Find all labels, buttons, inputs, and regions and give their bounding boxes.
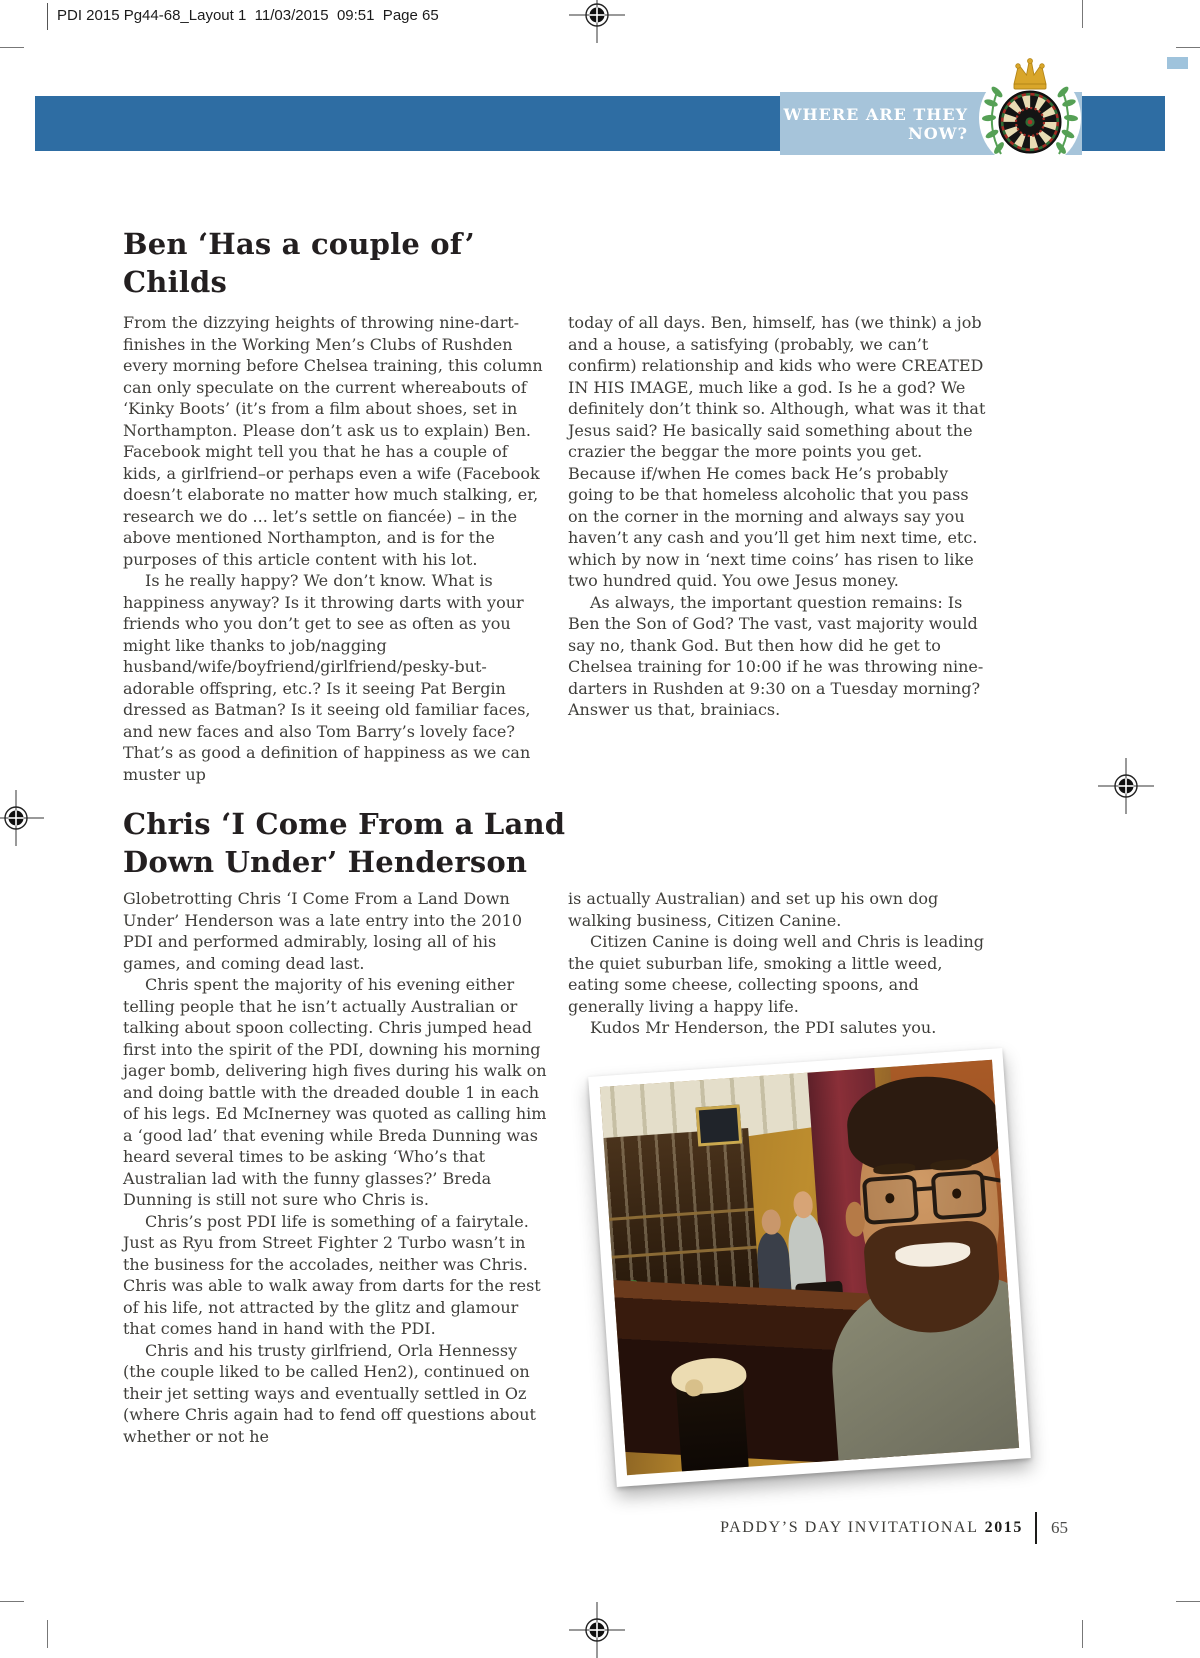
chris-pub-photo bbox=[588, 1048, 1031, 1487]
headline-line: Ben ‘Has a couple of’ bbox=[123, 227, 475, 262]
print-color-patch bbox=[1167, 57, 1188, 69]
photo-patron bbox=[756, 1230, 792, 1294]
headline-line: Chris ‘I Come From a Land bbox=[123, 807, 566, 842]
pdi-crest-dartboard-icon bbox=[973, 54, 1087, 176]
photo-man-glasses bbox=[862, 1170, 987, 1225]
registration-mark-icon bbox=[569, 0, 625, 43]
registration-mark-icon bbox=[569, 1602, 625, 1658]
paragraph: Chris and his trusty girlfriend, Orla Hennessy (the couple liked to be called Hen2), continued on their jet setting ways and eventually settled in Oz (where Chris again had to fend off questions about whether or not he bbox=[123, 1340, 536, 1446]
chris-column-2 bbox=[568, 888, 992, 1039]
section-banner-line2: NOW? bbox=[908, 123, 968, 143]
paragraph: Chris’s post PDI life is something of a fairytale. Just as Ryu from Street Fighter 2 Turbo wasn’t in the business for the accolades, neither was Chris. Chris was able to walk away from darts for the rest of his life, not attracted by the glitz and glamour that comes hand in hand with the PDI. bbox=[123, 1211, 541, 1338]
headline-line: Down Under’ Henderson bbox=[123, 845, 528, 880]
photo-stout-pint bbox=[675, 1374, 749, 1476]
photo-picture-frame bbox=[696, 1105, 742, 1147]
article-title-ben bbox=[123, 225, 603, 301]
trim-mark bbox=[0, 1601, 24, 1602]
paragraph: Citizen Canine is doing well and Chris is leading the quiet suburban life, smoking a little weed, eating some cheese, collecting spoons, and generally living a happy life. bbox=[568, 932, 985, 1016]
trim-mark bbox=[1176, 1601, 1200, 1602]
ben-column-2 bbox=[568, 312, 992, 721]
photo-scene bbox=[600, 1060, 1019, 1475]
paragraph: Globetrotting Chris ‘I Come From a Land Down Under’ Henderson was a late entry into the 2010 PDI and performed admirably, losing all of his games, and coming dead last. bbox=[123, 889, 522, 973]
ben-column-1 bbox=[123, 312, 547, 785]
slug-divider-line bbox=[47, 3, 48, 30]
footer-publication: PADDY’S DAY INVITATIONAL bbox=[720, 1519, 979, 1536]
paragraph: Kudos Mr Henderson, the PDI salutes you. bbox=[590, 1018, 937, 1037]
print-slug-line: PDI 2015 Pg44-68_Layout 1 11/03/2015 09:51 Page 65 bbox=[57, 7, 439, 24]
registration-mark-icon bbox=[0, 790, 44, 846]
paragraph: today of all days. Ben, himself, has (we think) a job and a house, a satisfying (probably, we can’t confirm) relationship and kids who were CREATED IN HIS IMAGE, much like a god. Is he a god? We definitely don’t think so. Although, what was it that Jesus said? He basically said something about the crazier the beggar the more points you get. Because if/when He comes back He’s probably going to be that homeless alcoholic that you pass on the corner in the morning and always say you haven’t any cash and you’ll get him next time, etc. which by now in ‘next time coins’ has risen to like two hundred quid. You owe Jesus money. bbox=[568, 313, 986, 590]
paragraph: Is he really happy? We don’t know. What is happiness anyway? Is it throwing darts with your friends who you don’t get to see as often as you might like thanks to job/nagging husband/wife/boyfriend/girlfriend/pesky-but-adorable offspring, etc.? Is it seeing Pat Bergin dressed as Batman? Is it seeing old familiar faces, and new faces and also Tom Barry’s lovely face? That’s as good a definition of happiness as we can muster up bbox=[123, 571, 531, 784]
paragraph: is actually Australian) and set up his own dog walking business, Citizen Canine. bbox=[568, 889, 939, 930]
footer-year: 2015 bbox=[984, 1519, 1023, 1536]
page-number: 65 bbox=[1051, 1518, 1068, 1537]
chris-column-1 bbox=[123, 888, 547, 1447]
headline-line: Childs bbox=[123, 265, 228, 300]
crown-icon bbox=[1014, 59, 1046, 90]
footer-divider bbox=[1035, 1512, 1037, 1544]
trim-mark bbox=[1082, 0, 1083, 28]
trim-mark bbox=[1082, 1620, 1083, 1648]
page-footer bbox=[0, 1510, 1068, 1546]
registration-mark-icon bbox=[1098, 758, 1154, 814]
trim-mark bbox=[1176, 47, 1200, 48]
trim-mark bbox=[0, 47, 24, 48]
paragraph: As always, the important question remains: Is Ben the Son of God? The vast, vast majority would say no, thank God. But then how did he get to Chelsea training for 10:00 if he was throwing nine-darters in Rushden at 9:30 on a Tuesday morning? Answer us that, brainiacs. bbox=[568, 592, 984, 719]
section-banner-line1: WHERE ARE THEY bbox=[783, 104, 968, 124]
article-title-chris bbox=[123, 805, 603, 881]
paragraph: From the dizzying heights of throwing nine-dart-finishes in the Working Men’s Clubs of Rushden every morning before Chelsea training, this column can only speculate on the current whereabouts of ‘Kinky Boots’ (it’s from a film about shoes, set in Northampton. Please don’t ask us to explain) Ben. Facebook might tell you that he has a couple of kids, a girlfriend–or perhaps even a wife (Facebook doesn’t elaborate no matter how much stalking, er, research we do ... let’s settle on fiancée) – in the above mentioned Northampton, and is for the purposes of this article content with his lot. bbox=[123, 313, 543, 569]
trim-mark bbox=[47, 1620, 48, 1648]
paragraph: Chris spent the majority of his evening either telling people that he isn’t actually Australian or talking about spoon collecting. Chris jumped head first into the spirit of the PDI, downing his morning jager bomb, delivering high fives during his walk on and doing battle with the dreaded double 1 in each of his legs. Ed McInerney was quoted as calling him a ‘good lad’ that evening while Breda Dunning was heard several times to be asking ‘Who’s that Australian lad with the funny glasses?’ Breda Dunning is still not sure who Chris is. bbox=[123, 975, 547, 1209]
